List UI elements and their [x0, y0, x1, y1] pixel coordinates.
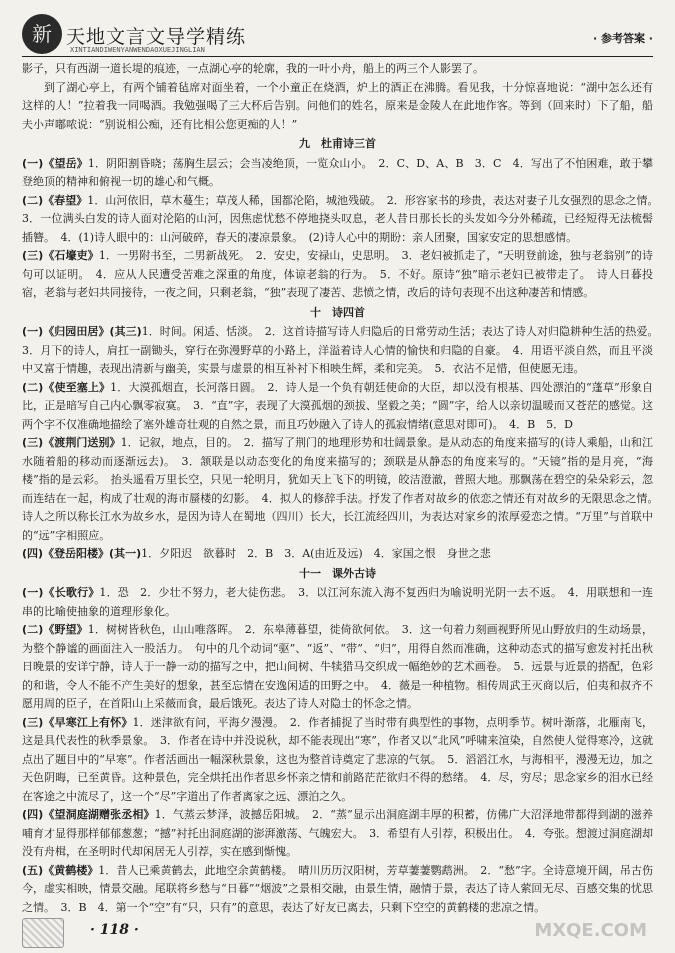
answer-item-label: (二)《使至塞上》	[22, 380, 111, 394]
answer-item-text: 1．昔人已乘黄鹤去，此地空余黄鹤楼。 晴川历历汉阳树，芳草萋萋鹦鹉洲。 2．“愁”字。全诗意境开阔，吊古伤今，虚实相映，情景交融。尾联将乡愁与“日暮”“烟波”之景相交融，由景生情，融情于景，表达了诗人萦回无尽、百感交集的忧思之情。 3．B 4．第一个“空”有“只，只有”的意思，表达了好友已离去，只剩下空空的黄鹤楼的悲凉之情。	[22, 863, 653, 914]
watermark: MXQE.COM	[534, 920, 647, 941]
answer-item-label: (三)《渡荆门送别》	[22, 436, 121, 449]
page-number: · 118 ·	[90, 922, 139, 938]
answer-item	[22, 379, 653, 435]
answer-item	[22, 714, 653, 807]
answer-item-label: (三)《石壕吏》	[22, 249, 99, 262]
answer-item-text: 1．大漠孤烟直，长河落日圆。 2．诗人是一个负有朝廷使命的大臣，却以没有根基、四处漂泊的“蓬草”形象自比，正是暗写自己内心飘零寂寞。 3．“直”字，表现了大漠孤烟的颈拔、坚毅之美；“圆”字，给人以亲切温暖而又苍茫的感觉。这两个字不仅准确地描绘了塞外雄奇壮观的自然之景，而且巧妙融入了诗人的孤寂情绪(意思对即可)。 4．B 5．D	[22, 380, 653, 431]
answer-item	[22, 584, 653, 621]
answer-item-text: 1．树树皆秋色，山山唯落晖。 2．东皋薄暮望，徙倚欲何依。 3．这一句着力刻画视野所见山野放归的生动场景，为整个静谧的画面注入一股活力。 句中的几个动词“驱”、“返”、“带”、“归”，用得自然而准确，这种动态式的描写愈发衬托出秋日晚景的安详宁静，诗人于一静一动的描写之中，把山间树、牛犊猎马交织成一幅绝妙的艺术画卷。 5．远景与近景的搭配，色彩的和谐，令人不能不产生美好的想象，甚至忘情在安逸闲适的田野之中。 4．薇是一种植物。相传周武王灭商以后，伯夷和叔齐不愿用周的臣子，在首阳山上采薇而食，最后饿死。表达了诗人对隐士的怀念之情。	[22, 623, 653, 710]
header-rule	[22, 56, 653, 57]
answer-item-text: 1．恐 2．少壮不努力，老大徒伤悲。 3．以江河东流入海不复西归为喻说明光阴一去不返。 4．用联想和一连串的比喻使抽象的道理形象化。	[22, 586, 653, 618]
book-title-pinyin: XINTIANDIWENYANWENDAOXUEJINGLIAN	[70, 46, 205, 54]
answer-item-label: (一)《望岳》	[22, 156, 88, 170]
answer-item	[22, 621, 653, 714]
translation-paragraph: 影子，只有西湖一道长堤的痕迹，一点湖心亭的轮廓，我的一叶小舟，船上的两三个人影罢了。	[22, 62, 484, 75]
answer-item-label: (四)《登岳阳楼》(其一)	[22, 547, 142, 560]
corner-ornament	[22, 918, 64, 948]
section-heading: 九 杜甫诗三首	[299, 137, 376, 150]
answer-item-label: (一)《长歌行》	[22, 586, 100, 599]
section-heading: 十一 课外古诗	[299, 566, 376, 580]
answer-item	[22, 434, 664, 545]
series-logo: 新	[22, 14, 62, 54]
answer-item-label: (四)《望洞庭湖赠张丞相》	[22, 808, 155, 821]
answer-item-label: (二)《野望》	[22, 623, 88, 636]
answer-item-label: (三)《早寒江上有怀》	[22, 715, 133, 729]
answer-item	[22, 192, 664, 248]
answer-item-text: 1．气蒸云梦泽，波撼岳阳城。 2．“蒸”显示出洞庭湖丰厚的积蓄，仿佛广大沼泽地带都得到湖的滋养哺育才显得那样郁郁葱葱；“撼”衬托出洞庭湖的澎湃激荡、气魄宏大。 3．希望有人引荐，积极出仕。 4．夸张。想渡过洞庭湖却没有舟楫，在圣明时代却闲居无人引荐，实在感到惭愧。	[22, 808, 653, 858]
answer-content	[22, 60, 664, 918]
answer-item-label: (五)《黄鹤楼》	[22, 863, 99, 877]
answer-item-text: 1．时间。闲适、恬淡。 2．这首诗描写诗人归隐后的日常劳动生活；表达了诗人对归隐耕种生活的热爱。 3．月下的诗人，肩扛一副锄头，穿行在弥漫野草的小路上，洋溢着诗人心情的愉快和归隐的自豪。 4．用语平淡自然，而且平淡中又富于情趣，表现出清新与幽美，实景与虚景的相互补衬下相映生辉，柔和完美。 5．衣沾不足惜，但使愿无违。	[22, 325, 664, 375]
answer-item	[22, 806, 653, 862]
answer-item	[22, 862, 653, 918]
section-heading: 十 诗四首	[310, 305, 365, 319]
answer-item-text: 1．阴阳割昏晓；荡胸生层云；会当凌绝顶，一览众山小。 2．C、D、A、B 3．C 4．写出了不怕困难，敢于攀登绝顶的精神和俯视一切的雄心和气概。	[22, 156, 653, 188]
answer-item	[22, 247, 653, 303]
answer-item-text: 1．山河依旧，草木蔓生；草茂人稀，国都沦陷，城池残破。 2．形容家书的珍贵，表达对妻子儿女强烈的思念之情。 3．一位满头白发的诗人面对沦陷的山河，因焦虑忧愁不停地挠头叹息，老人昔日那长长的头发如今分外稀疏，已经短得无法梳髻插簪。 4．(1)诗人眼中的：山河破碎，春天的凄凉景象。 (2)诗人心中的期盼：亲人团聚，国家安定的思想感情。	[22, 193, 664, 244]
answer-item	[22, 323, 664, 379]
answer-item-label: (二)《春望》	[22, 193, 88, 207]
section-tag: · 参考答案 ·	[592, 32, 653, 45]
page-header	[22, 14, 653, 58]
answer-item-text: 1．迷津欲有问，平海夕漫漫。 2．作者捕捉了当时带有典型性的事物，点明季节。树叶渐落，北雁南飞，这是具代表性的秋季景象。 3．作者在诗中并没说秋，却不能表现出“寒”，作者又以“北风”呼啸来渲染，自然使人觉得寒冷，这就点出了题目中的“早寒”。作者活画出一幅深秋景象，这也为整首诗奠定了悲凉的气氛。 5．滔滔江水，与海相平，漫漫无边，加之天色阴晦，已至黄昏。这种景色，完全烘托出作者思乡怀亲之情和前路茫茫欲归不得的愁绪。 4．尽，穷尽；思念家乡的泪水已经在客途之中流尽了，这一个“尽”字道出了作者离家之远、漂泊之久。	[22, 715, 653, 803]
answer-item-text: 1．夕阳迟 欲暮时 2．B 3．A(由近及远) 4．家国之恨 身世之悲	[141, 547, 491, 560]
answer-item-label: (一)《归园田居》(其三)	[22, 325, 142, 338]
answer-item-text: 1．一男附书至，二男新战死。 2．安史，安禄山，史思明。 3．老妇被抓走了，“天明登前途，独与老翁别”的诗句可以证明。 4．应从人民遭受苦难之深重的角度，体谅老翁的行为。 5．不好。原诗“独”暗示老妇已被带走了。 诗人日暮投宿，老翁与老妇共同接待，一夜之间，只剩老翁，“独”表现了凄苦、悲愤之情，改后的诗句表现不出这种凄苦和情感。	[22, 249, 653, 299]
answer-item	[22, 545, 653, 564]
translation-paragraph: 到了湖心亭上，有两个铺着毡席对面坐着，一个小童正在烧酒，炉上的酒正在沸腾。看见我，十分惊喜地说：“湖中怎么还有这样的人！”拉着我一同喝酒。我勉强喝了三大杯后告别。问他们的姓名，原来是金陵人在此地作客。等到（回来时）下了船，船夫小声嘟哝说：“别说相公痴，还有比相公您更痴的人！”	[22, 80, 653, 131]
answer-item-text: 1．记叙，地点，目的。 2．描写了荆门的地理形势和壮阔景象。是从动态的角度来描写的(诗人乘船，山和江水随着船的移动而逐渐远去)。 3．颔联是以动态变化的角度来描写的；颈联是从静态的角度来写的。“天镜”指的是月亮，“海楼”指的是云彩。 抬头遥看万里长空，只见一轮明月，犹如天上飞下的明镜，皎洁澄澈，普照大地。那飘荡在碧空的朵朵彩云，忽而连结在一起，构成了壮观的海市蜃楼的幻影。 4．拟人的修辞手法。抒发了作者对故乡的依恋之情还有对故乡的无限思念之情。 诗人之所以称长江水为故乡水，是因为诗人在蜀地（四川）长大，长江流经四川，为表达对家乡的浓厚爱恋之情。“万里”与首联中的“远”字相照应。	[22, 436, 664, 542]
page-footer	[22, 918, 653, 950]
book-title: 天地文言文导学精练	[66, 26, 247, 48]
answer-item	[22, 155, 653, 192]
